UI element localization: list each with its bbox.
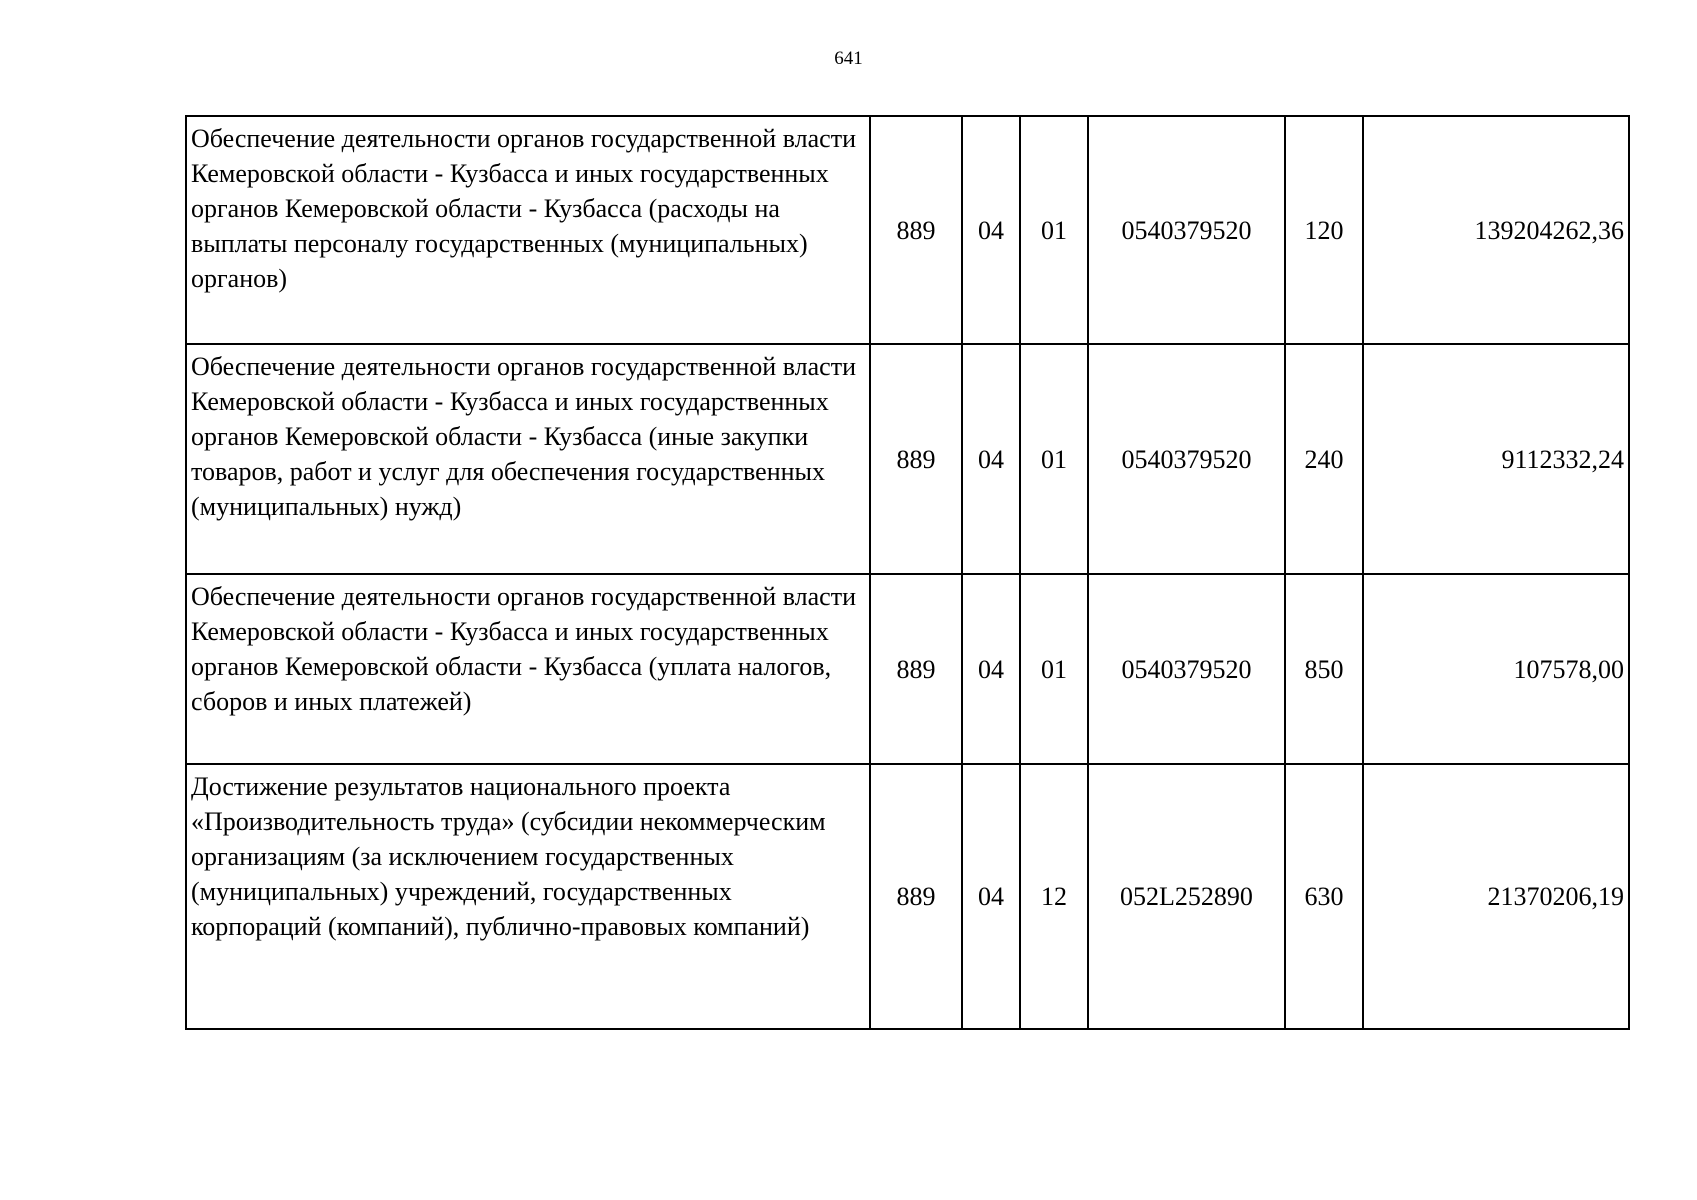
- ministry-code: 889: [870, 764, 962, 1029]
- ministry-code: 889: [870, 344, 962, 574]
- expense-type-code: 850: [1285, 574, 1363, 764]
- expense-type-code: 630: [1285, 764, 1363, 1029]
- subsection-code: 12: [1020, 764, 1088, 1029]
- amount: 139204262,36: [1363, 116, 1629, 344]
- ministry-code: 889: [870, 116, 962, 344]
- subsection-code: 01: [1020, 574, 1088, 764]
- section-code: 04: [962, 764, 1020, 1029]
- section-code: 04: [962, 344, 1020, 574]
- target-article-code: 0540379520: [1088, 116, 1285, 344]
- subsection-code: 01: [1020, 344, 1088, 574]
- amount: 107578,00: [1363, 574, 1629, 764]
- table-row: [186, 116, 1629, 344]
- section-code: 04: [962, 574, 1020, 764]
- row-description: Достижение результатов национального проекта «Производительность труда» (субсидии некоммерческим организациям (за исключением государственных (муниципальных) учреждений, государственных корпораций (компаний), публично-правовых компаний): [186, 764, 870, 1029]
- amount: 21370206,19: [1363, 764, 1629, 1029]
- row-description: Обеспечение деятельности органов государственной власти Кемеровской области - Кузбасса и иных государственных органов Кемеровской области - Кузбасса (иные закупки товаров, работ и услуг для обеспечения государственных (муниципальных) нужд): [186, 344, 870, 574]
- budget-table: [185, 115, 1630, 1030]
- expense-type-code: 120: [1285, 116, 1363, 344]
- page-number: 641: [834, 48, 863, 69]
- target-article-code: 0540379520: [1088, 344, 1285, 574]
- subsection-code: 01: [1020, 116, 1088, 344]
- expense-type-code: 240: [1285, 344, 1363, 574]
- row-description: Обеспечение деятельности органов государственной власти Кемеровской области - Кузбасса и иных государственных органов Кемеровской области - Кузбасса (уплата налогов, сборов и иных платежей): [186, 574, 870, 764]
- table-row: [186, 764, 1629, 1029]
- table-row: [186, 344, 1629, 574]
- target-article-code: 052L252890: [1088, 764, 1285, 1029]
- section-code: 04: [962, 116, 1020, 344]
- amount: 9112332,24: [1363, 344, 1629, 574]
- row-description: Обеспечение деятельности органов государственной власти Кемеровской области - Кузбасса и иных государственных органов Кемеровской области - Кузбасса (расходы на выплаты персоналу государственных (муниципальных) органов): [186, 116, 870, 344]
- table-row: [186, 574, 1629, 764]
- target-article-code: 0540379520: [1088, 574, 1285, 764]
- ministry-code: 889: [870, 574, 962, 764]
